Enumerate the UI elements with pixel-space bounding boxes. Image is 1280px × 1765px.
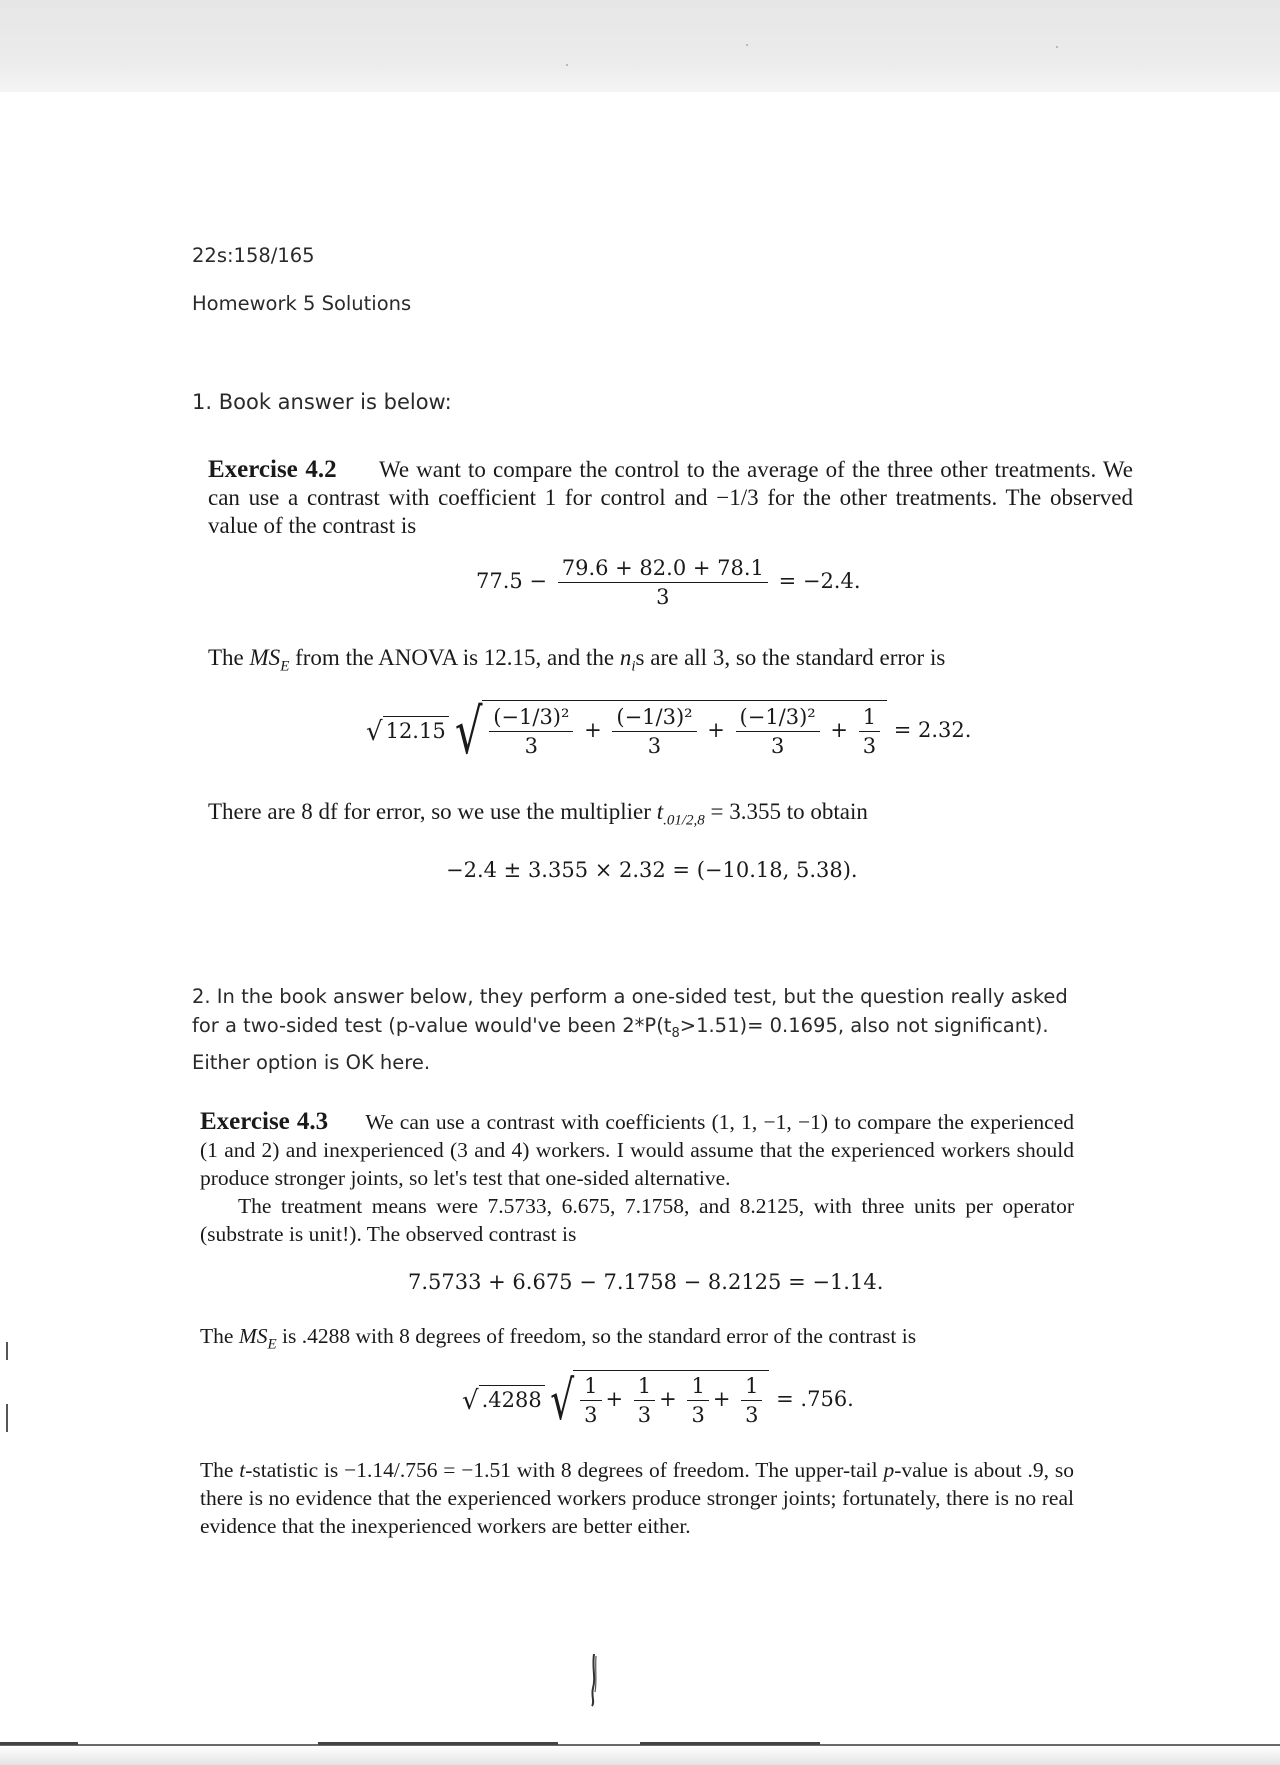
text: t [656,799,664,824]
text: .01/2,8 [663,812,705,829]
exercise-4-2-text: We want to compare the control to the average of the three other treatments. We can use a contrast with coefficient 1 for control and −1/3 for the other treatments. The observed value of the contrast is [208,457,1133,538]
exercise-4-3-title: Exercise 4.3 [200,1108,329,1135]
eq-rhs: = 2.32. [893,718,972,742]
eq-numerator: 1 [859,705,880,732]
text: 2. In the book answer below, they perform a one-sided test, but the question really asked for a two-sided test (p-value would've been 2*P(t [192,985,1068,1037]
scan-speck [1056,46,1058,48]
text: There are 8 df for error, so we use the multiplier [208,799,651,824]
question-1-intro: 1. Book answer is below: [192,390,452,414]
text: MS [238,1324,268,1348]
text: MS [249,645,281,670]
equation-observed-contrast [476,556,861,609]
scan-speck [746,44,748,46]
eq-denominator: 3 [745,1403,759,1427]
pen-mark-icon [584,1652,604,1708]
text: E [267,1336,277,1353]
t-statistic-paragraph [200,1456,1074,1540]
mse-symbol [249,645,290,675]
eq-rhs: = −2.4. [778,569,861,593]
text: E [280,658,290,675]
eq-fraction [859,705,880,758]
eq-numerator: 79.6 + 82.0 + 78.1 [558,556,768,583]
exercise-4-3-paragraph [200,1108,1074,1248]
sqrt-radicand: 12.15 [383,716,449,743]
eq-fraction [687,1374,708,1427]
text: -statistic is −1.14/.756 = −1.51 with 8 degrees of freedom. The upper-tail [245,1458,878,1482]
eq-numerator: 1 [741,1374,762,1401]
multiplier-sentence [208,798,1133,835]
equation-confidence-interval: −2.4 ± 3.355 × 2.32 = (−10.18, 5.38). [446,858,858,882]
scan-edge-mark [318,1742,558,1745]
eq-fraction [489,705,573,758]
sqrt-body: $\frac{\text{(−1/3)²}}{3}$ + $\frac{\text{(−1/3)²}}{3}$ + $\frac{\text{(−1/3)²}}{3}$ + $\frac{1}{3}$ [482,700,887,758]
sqrt-body: $\frac{1}{3}$ + $\frac{1}{3}$ + $\frac{1}{3}$ + $\frac{1}{3}$ [573,1370,769,1427]
eq-rhs: = .756. [776,1387,854,1411]
eq-denominator: 3 [637,1403,652,1427]
eq-numerator: 1 [687,1374,708,1401]
page-title: Homework 5 Solutions [192,292,412,315]
sqrt-mse [462,1385,545,1417]
mse-symbol [238,1324,277,1353]
eq-denominator: 3 [862,734,877,758]
sqrt-icon: √ [549,1368,574,1432]
scan-edge-mark [0,1742,78,1745]
eq-denominator: 3 [770,734,785,758]
text: The [200,1324,234,1348]
text: -value is about .9, so there is no evidence that the experienced workers produce stronger joints; fortunately, there is no real evidence that the inexperienced workers are better either. [200,1458,1074,1538]
eq-denominator: 3 [691,1403,705,1427]
sqrt-icon: √ [454,694,483,768]
exercise-4-3-text: We can use a contrast with coefficients (1, 1, −1, −1) to compare the experienced (1 and 2) and inexperienced (3 and 4) workers. I would assume that the experienced workers should produce stronger joints, so let's test that one-sided alternative. [200,1110,1074,1190]
ni-symbol [619,645,636,675]
eq-numerator: (−1/3)² [489,705,573,732]
sqrt-radicand: .4288 [479,1385,545,1412]
text: i [631,658,636,675]
sqrt-mse [366,716,449,748]
scan-shadow-top [0,0,1280,92]
text: from the ANOVA is 12.15, and the [295,645,615,670]
eq-numerator: 1 [580,1374,601,1401]
treatment-means-text: The treatment means were 7.5733, 6.675, 7.1758, and 8.2125, with three units per operator (substrate is unit!). The observed contrast is [200,1194,1074,1246]
eq-lhs: 77.5 − [476,569,548,593]
eq-fraction [736,705,820,758]
mse-sentence [208,644,1133,681]
equation-standard-error-1 [366,694,972,768]
question-2-intro [192,982,1072,1077]
eq-numerator: (−1/3)² [736,705,820,732]
scan-edge-mark [640,1742,820,1745]
scan-shadow-bottom [0,1744,1280,1765]
eq-denominator: 3 [584,1403,598,1427]
eq-denominator: 3 [524,734,538,758]
p-symbol: p [883,1458,895,1482]
equation-standard-error-2 [462,1368,854,1432]
course-code: 22s:158/165 [192,244,315,267]
eq-denominator: 3 [656,585,670,609]
eq-numerator: 1 [634,1374,655,1401]
text: The [208,645,244,670]
eq-fraction [612,705,696,758]
equation-observed-contrast-2: 7.5733 + 6.675 − 7.1758 − 8.2125 = −1.14. [408,1270,884,1294]
text: = 3.355 to obtain [710,799,868,824]
exercise-4-2-title: Exercise 4.2 [208,456,337,483]
text: is .4288 with 8 degrees of freedom, so the standard error of the contrast is [282,1324,917,1348]
sqrt-icon: √ [462,1386,479,1417]
scan-margin-mark [6,1342,8,1360]
sqrt-icon: √ [366,717,383,748]
scan-margin-mark [6,1404,8,1432]
scan-speck [566,64,568,66]
text: 8 [671,1025,680,1041]
text: s are all 3, so the standard error is [635,645,946,670]
t-multiplier-symbol [656,799,705,829]
eq-denominator: 3 [647,734,662,758]
text: The [200,1458,234,1482]
eq-numerator: (−1/3)² [612,705,696,732]
text: n [619,645,632,670]
exercise-4-2-paragraph [208,456,1133,540]
eq-fraction [558,556,768,609]
mse-sentence-2 [200,1322,1074,1358]
eq-fraction [580,1374,601,1427]
eq-fraction [741,1374,762,1427]
text: >1.51)= 0.1695, also not significant). Either option is OK here. [192,1014,1049,1074]
t-symbol: t [239,1458,246,1482]
eq-fraction [634,1374,655,1427]
